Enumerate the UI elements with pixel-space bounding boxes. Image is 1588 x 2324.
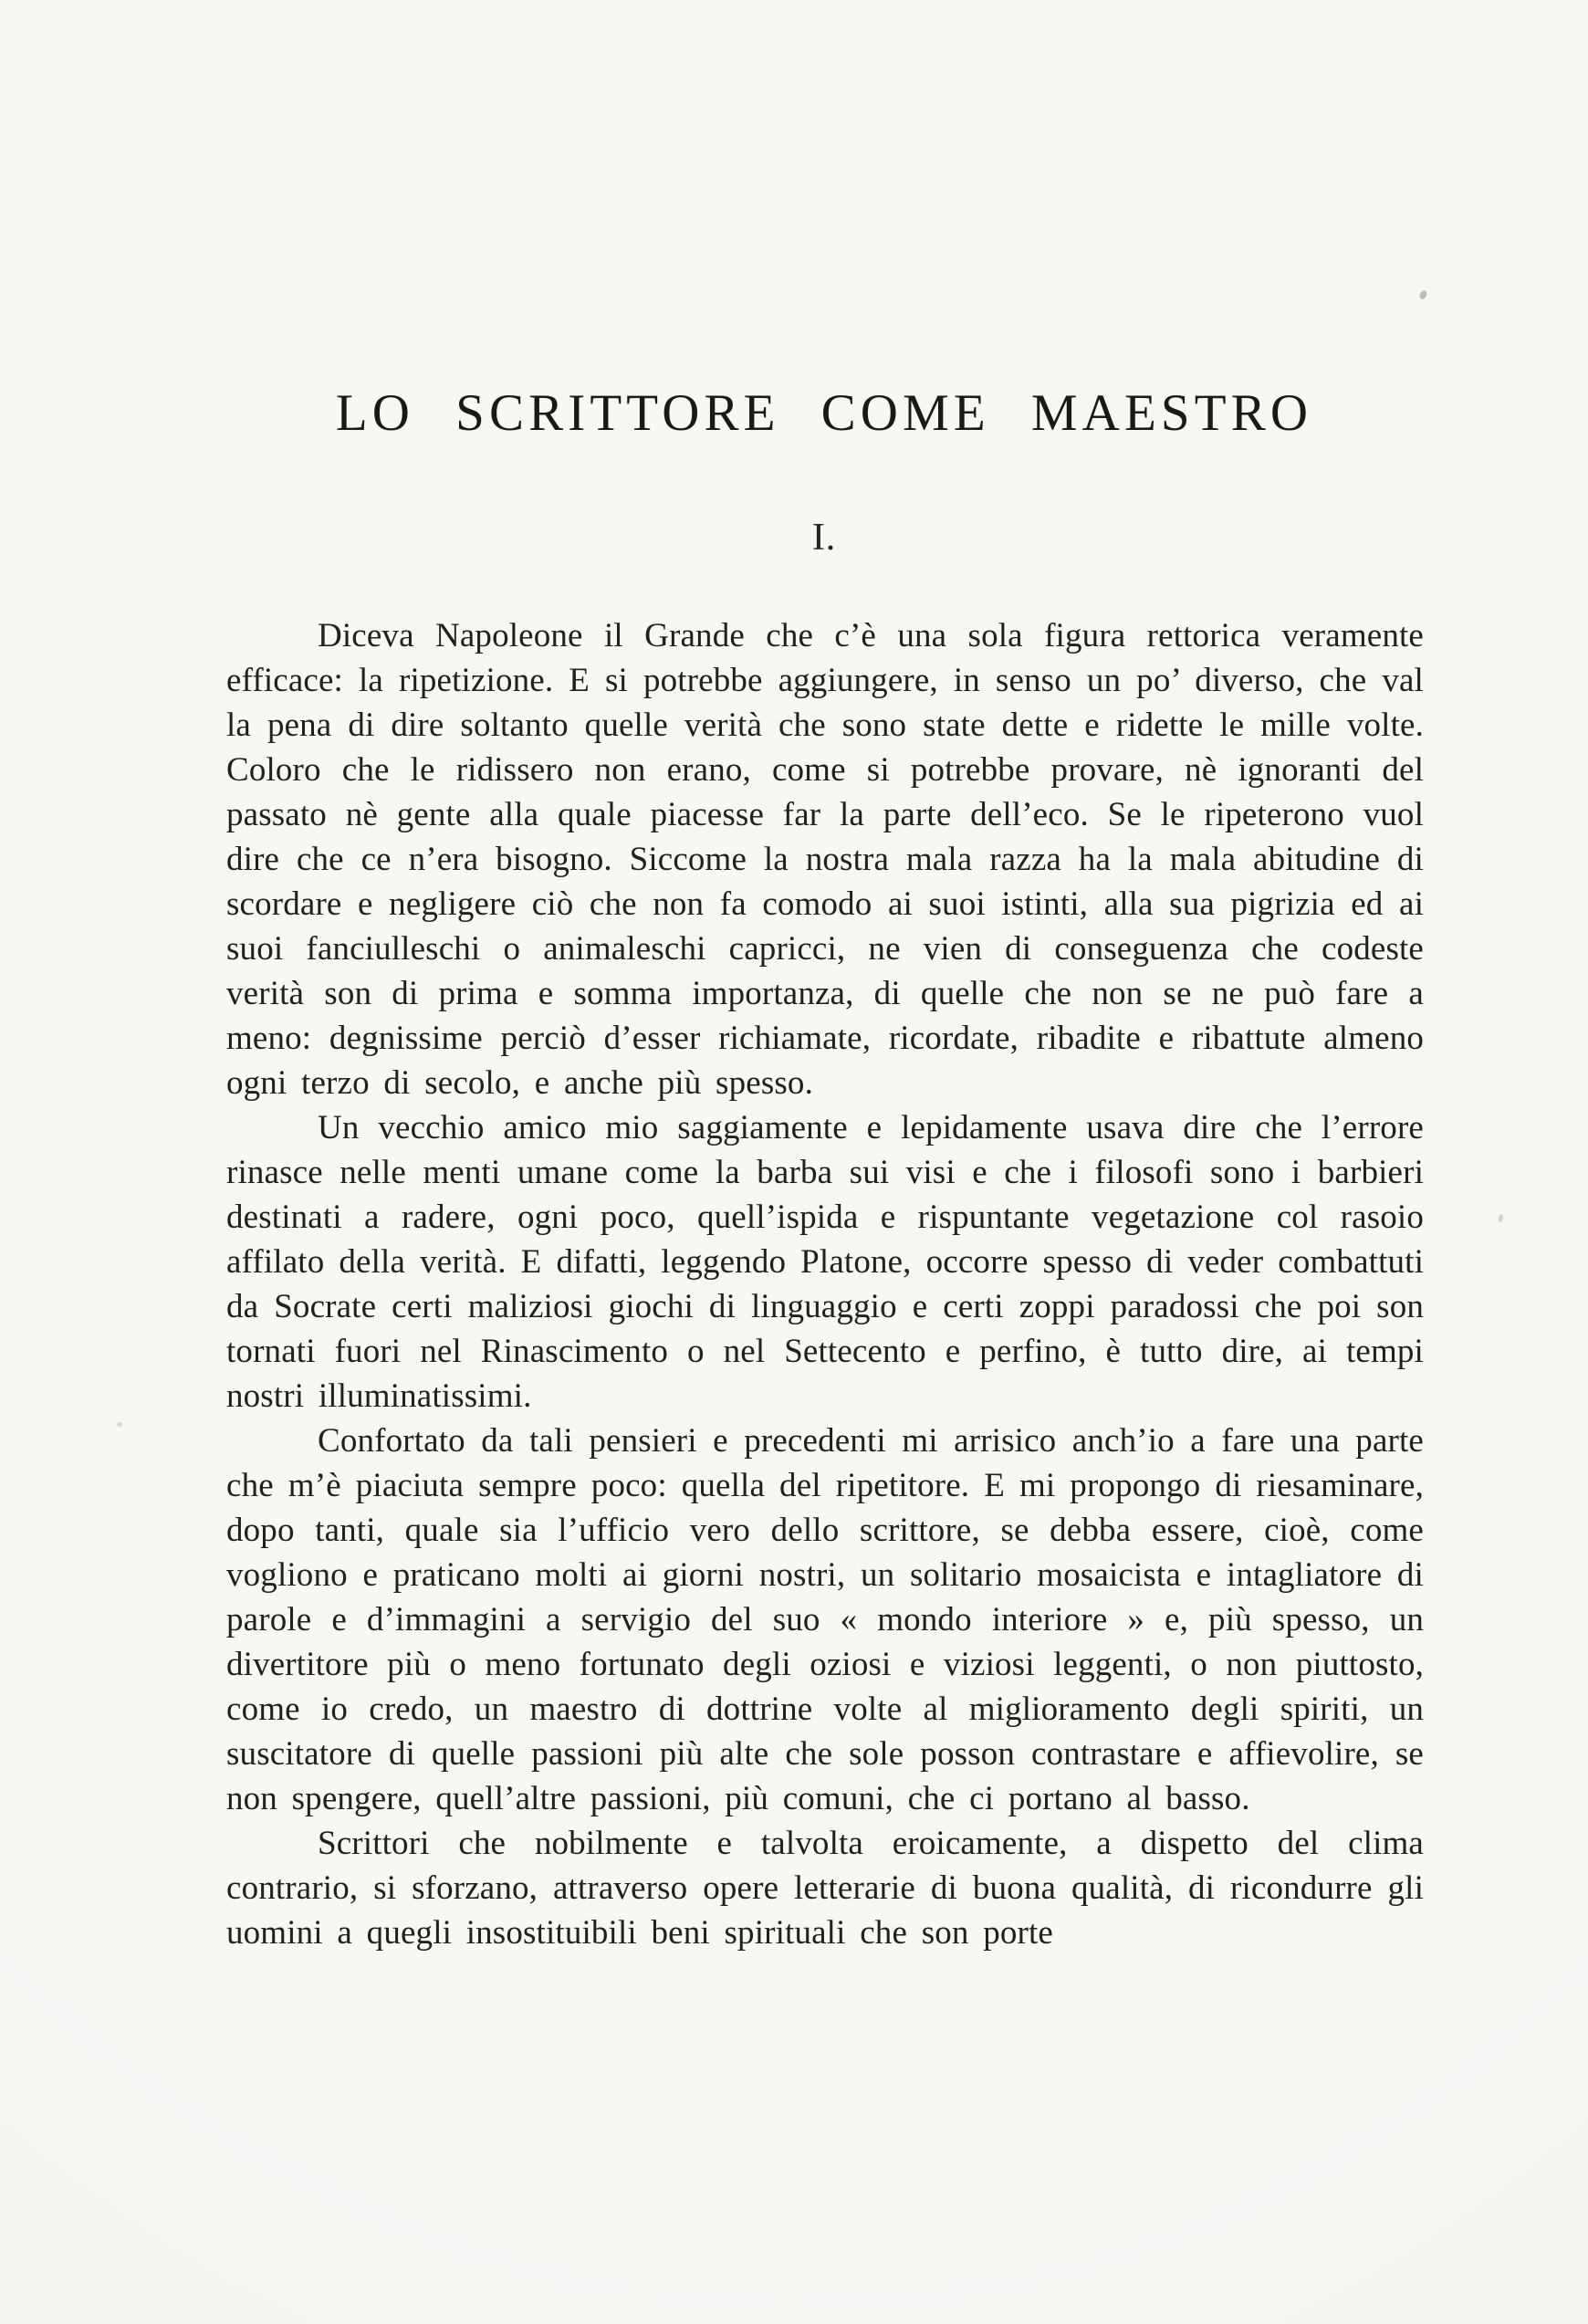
page-title: LO SCRITTORE COME MAESTRO (335, 384, 1313, 442)
scan-speck (1418, 289, 1428, 300)
paragraph-3: Confortato da tali pensieri e precedenti mi arrisico anch’io a fare una parte che m’è piaciuta sempre poco: quella del ripetitore. E mi propongo di riesaminare, dopo tanti, quale sia l’ufficio vero dello scrittore, se debba essere, cioè, come vogliono e praticano molti ai giorni nostri, un solitario mosaicista e intagliatore di parole e d’immagini a servigio del suo « mondo interiore » e, più spesso, un divertitore più o meno fortunato degli oziosi e viziosi leggenti, o non piuttosto, come io credo, un maestro di dottrine volte al miglioramento degli spiriti, un suscitatore di quelle passioni più alte che sole posson contrastare e affievolire, se non spengere, quell’altre passioni, più comuni, che ci portano al basso. (226, 1422, 1424, 1817)
body-text-block (226, 613, 1424, 1955)
paragraph-4: Scrittori che nobilmente e talvolta eroicamente, a dispetto del clima contrario, si sforzano, attraverso opere letterarie di buona qualità, di ricondurre gli uomini a quegli insostituibili beni spirituali che son porte (226, 1825, 1424, 1952)
scan-speck (117, 1422, 122, 1427)
paragraph-2: Un vecchio amico mio saggiamente e lepidamente usava dire che l’errore rinasce nelle menti umane come la barba sui visi e che i filosofi sono i barbieri destinati a radere, ogni poco, quell’ispida e rispuntante vegetazione col rasoio affilato della verità. E difatti, leggendo Platone, occorre spesso di veder combattuti da Socrate certi maliziosi giochi di linguaggio e certi zoppi paradossi che poi son tornati fuori nel Rinascimento o nel Settecento e perfino, è tutto dire, ai tempi nostri illuminatissimi. (226, 1109, 1424, 1415)
section-number: I. (811, 517, 837, 559)
paragraph-1: Diceva Napoleone il Grande che c’è una sola figura rettorica veramente efficace: la ripetizione. E si potrebbe aggiungere, in senso un po’ diverso, che val la pena di dire soltanto quelle verità che sono state dette e ridette le mille volte. Coloro che le ridissero non erano, come si potrebbe provare, nè ignoranti del passato nè gente alla quale piacesse far la parte dell’eco. Se le ripeterono vuol dire che ce n’era bisogno. Siccome la nostra mala razza ha la mala abitudine di scordare e negligere ciò che non fa comodo ai suoi istinti, alla sua pigrizia ed ai suoi fanciulleschi o animaleschi capricci, ne vien di conseguenza che codeste verità son di prima e somma importanza, di quelle che non se ne può fare a meno: degnissime perciò d’esser richiamate, ricordate, ribadite e ribattute almeno ogni terzo di secolo, e anche più spesso. (226, 617, 1424, 1102)
scan-speck (1498, 1214, 1504, 1223)
